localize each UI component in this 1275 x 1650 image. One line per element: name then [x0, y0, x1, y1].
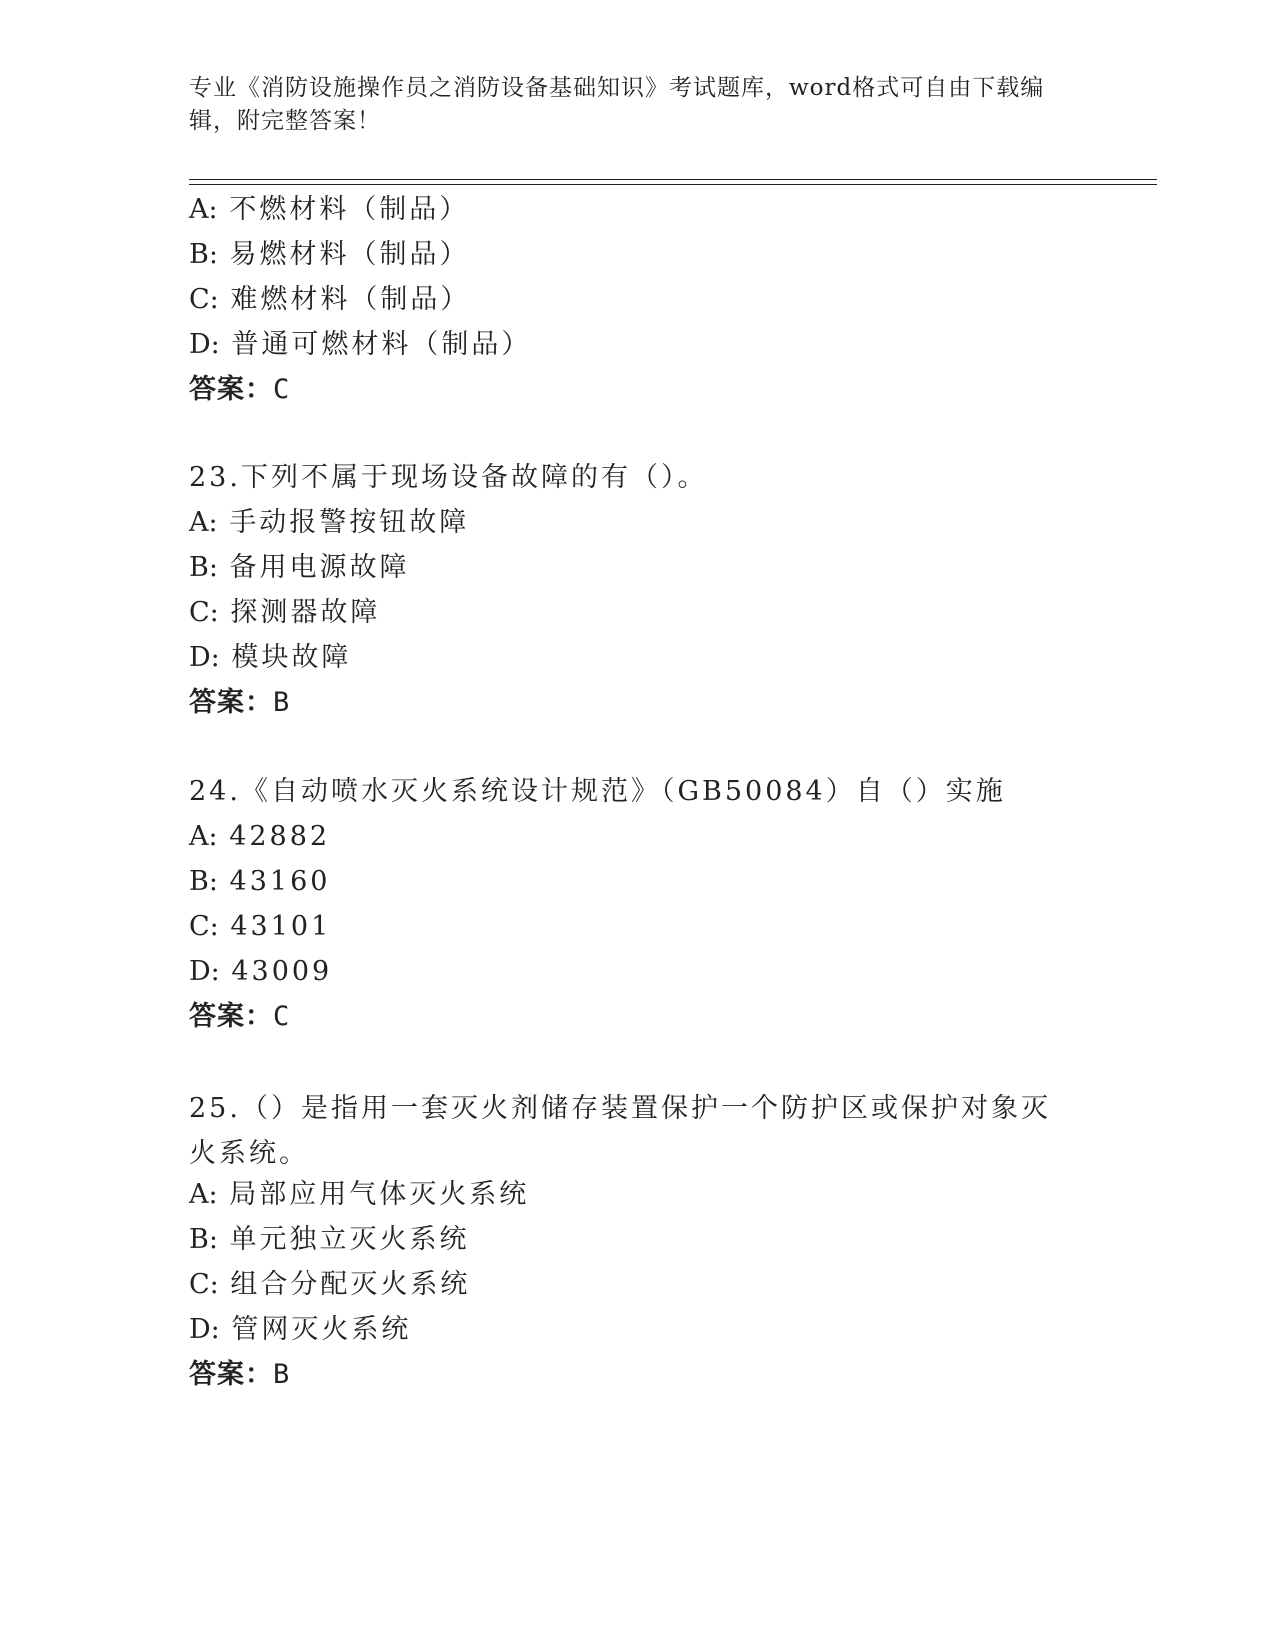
q22-option-a: A: 不燃材料（制品）	[189, 194, 470, 225]
q25-option-a: A: 局部应用气体灭火系统	[189, 1179, 530, 1210]
q25-option-b: B: 单元独立灭火系统	[189, 1224, 470, 1255]
q23-option-c: C: 探测器故障	[189, 597, 381, 628]
document-header: 专业《消防设施操作员之消防设备基础知识》考试题库，word格式可自由下载编辑，附完整答案！	[189, 75, 1045, 134]
q25-option-d: D: 管网灭火系统	[189, 1314, 412, 1345]
q24-option-a: A: 42882	[189, 821, 331, 852]
q23-question: 23.下列不属于现场设备故障的有（）。	[189, 462, 708, 493]
q24-option-b: B: 43160	[189, 866, 331, 897]
q23-answer: 答案：B	[189, 687, 290, 718]
header-divider-bottom	[189, 184, 1157, 185]
q25-answer: 答案：B	[189, 1359, 290, 1390]
q24-option-c: C: 43101	[189, 911, 332, 942]
q24-question: 24.《自动喷水灭火系统设计规范》（GB50084）自（）实施	[189, 776, 1006, 807]
q25-question: 25.（）是指用一套灭火剂储存装置保护一个防护区或保护对象灭火系统。	[189, 1093, 1051, 1169]
q25-option-c: C: 组合分配灭火系统	[189, 1269, 471, 1300]
q22-answer: 答案：C	[189, 374, 290, 405]
q23-option-b: B: 备用电源故障	[189, 552, 410, 583]
q22-option-b: B: 易燃材料（制品）	[189, 239, 470, 270]
q22-option-c: C: 难燃材料（制品）	[189, 284, 471, 315]
q23-option-d: D: 模块故障	[189, 642, 352, 673]
q22-option-d: D: 普通可燃材料（制品）	[189, 329, 532, 360]
q24-option-d: D: 43009	[189, 956, 333, 987]
header-divider-top	[189, 179, 1157, 180]
q23-option-a: A: 手动报警按钮故障	[189, 507, 470, 538]
q24-answer: 答案：C	[189, 1001, 290, 1032]
